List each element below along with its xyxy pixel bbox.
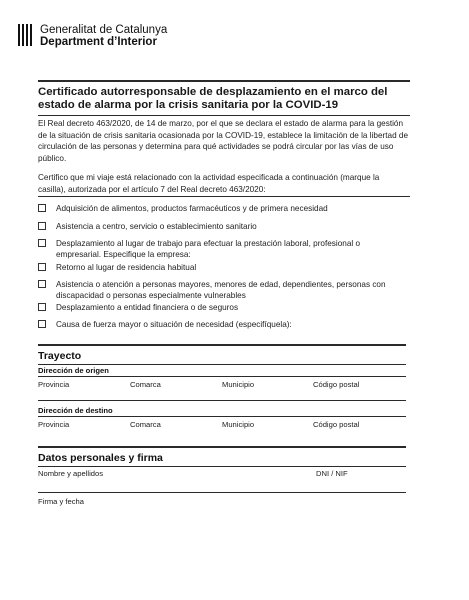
option-label: Causa de fuerza mayor o situación de necesidad (especifíquela): xyxy=(56,320,292,329)
destination-label-rule xyxy=(38,416,406,417)
origin-comarca-field[interactable]: Comarca xyxy=(130,380,161,389)
origin-fields-rule xyxy=(38,400,406,401)
option-label: Desplazamiento a entidad financiera o de seguros xyxy=(56,303,239,312)
personal-top-rule xyxy=(38,446,406,448)
dni-field[interactable]: DNI / NIF xyxy=(316,469,348,478)
option-label: Asistencia o atención a personas mayores, menores de edad, dependientes, personas con discapacidad o personas especialmente vulnerables xyxy=(56,280,386,300)
option-label: Adquisición de alimentos, productos farmacéuticos y de primera necesidad xyxy=(56,204,328,213)
org-name: Generalitat de Catalunya xyxy=(40,24,168,36)
name-row-rule xyxy=(38,492,406,493)
option-checkbox[interactable] xyxy=(38,222,46,230)
option-checkbox[interactable] xyxy=(38,280,46,288)
option-checkbox[interactable] xyxy=(38,239,46,247)
signature-date-field[interactable]: Firma y fecha xyxy=(38,497,84,506)
option-checkbox[interactable] xyxy=(38,204,46,212)
origin-municipio-field[interactable]: Municipio xyxy=(222,380,255,389)
document-title: Certificado autorresponsable de desplazamiento en el marco del estado de alarma por la crisis sanitaria por la COVID-19 xyxy=(38,86,388,111)
dest-postal-code-field[interactable]: Código postal xyxy=(313,420,360,429)
certify-paragraph: Certifico que mi viaje está relacionado con la actividad especificada a continuación (marque la casilla), autorizada por el artículo 7 del Real decreto 463/2020: xyxy=(38,173,380,194)
dest-comarca-field[interactable]: Comarca xyxy=(130,420,161,429)
personal-title: Datos personales y firma xyxy=(38,452,163,464)
trayecto-title-rule xyxy=(38,364,406,365)
dest-provincia-field[interactable]: Provincia xyxy=(38,420,70,429)
dest-municipio-field[interactable]: Municipio xyxy=(222,420,255,429)
option-checkbox[interactable] xyxy=(38,263,46,271)
intro-paragraph: El Real decreto 463/2020, de 14 de marzo, por el que se declara el estado de alarma para la gestión de la situación de crisis sanitaria ocasionada por la COVID-19, establece la limitación de la libertad de circulación de las personas y determina para qué actividades se podrá circular por las vías de uso público. xyxy=(38,119,409,163)
origin-label-rule xyxy=(38,376,406,377)
option-label: Desplazamiento al lugar de trabajo para efectuar la prestación laboral, profesional o empresarial. Especifique la empresa: xyxy=(56,239,361,259)
option-label: Asistencia a centro, servicio o establecimiento sanitario xyxy=(56,222,257,231)
title-bottom-rule xyxy=(38,115,410,116)
origin-postal-code-field[interactable]: Código postal xyxy=(313,380,360,389)
origin-provincia-field[interactable]: Provincia xyxy=(38,380,70,389)
dept-name: Department d’Interior xyxy=(40,36,157,48)
origin-label: Dirección de origen xyxy=(38,366,109,375)
options-top-rule xyxy=(38,196,410,197)
destination-label: Dirección de destino xyxy=(38,406,113,415)
option-label: Retorno al lugar de residencia habitual xyxy=(56,263,197,272)
option-checkbox[interactable] xyxy=(38,303,46,311)
title-top-rule xyxy=(38,80,410,82)
trayecto-top-rule xyxy=(38,344,406,346)
generalitat-stripes-logo-icon xyxy=(18,24,34,46)
name-field[interactable]: Nombre y apellidos xyxy=(38,469,103,478)
trayecto-title: Trayecto xyxy=(38,350,82,362)
personal-title-rule xyxy=(38,466,406,467)
option-checkbox[interactable] xyxy=(38,320,46,328)
brand-block xyxy=(40,24,167,48)
